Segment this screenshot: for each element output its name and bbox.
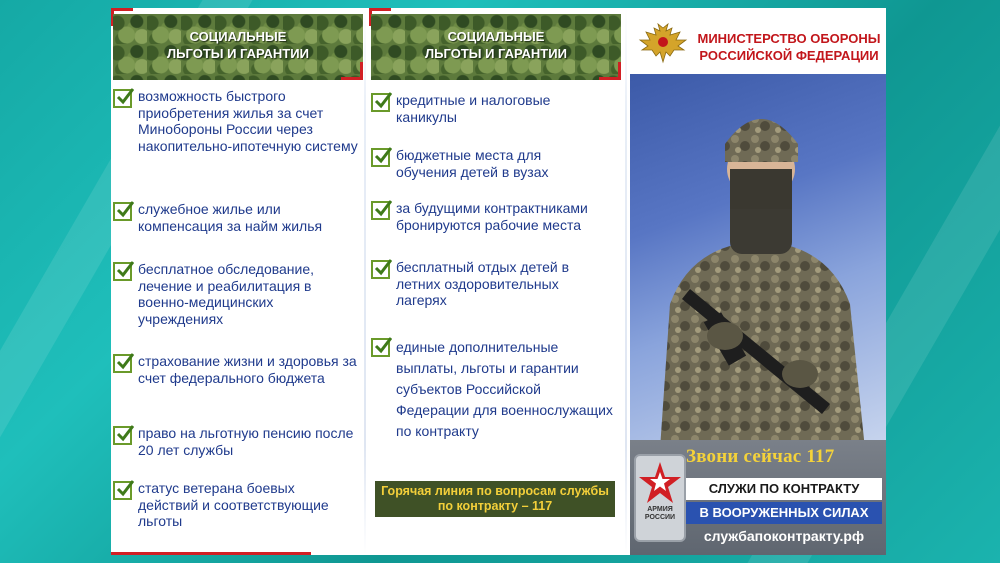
red-corner bbox=[369, 8, 391, 11]
call-text: Звони сейчас 117 bbox=[686, 446, 835, 467]
benefit-text: бесплатное обследование, лечение и реабилитация в военно-медицинских учреждениях bbox=[138, 261, 315, 327]
soldier-photo bbox=[630, 74, 886, 449]
poster bbox=[111, 8, 886, 555]
benefit-item bbox=[113, 353, 358, 386]
benefit-item bbox=[113, 425, 358, 458]
contract-service-label: СЛУЖИ ПО КОНТРАКТУ bbox=[686, 478, 882, 500]
camo-header bbox=[113, 14, 363, 80]
benefit-text: единые дополнительные выплаты, льготы и гарантии субъектов Российской Федерации для военнослужащих по контракту bbox=[396, 339, 613, 439]
checkbox-icon bbox=[371, 148, 390, 167]
section-title: СОЦИАЛЬНЫЕ ЛЬГОТЫ И ГАРАНТИИ bbox=[425, 29, 567, 61]
hotline-banner: Горячая линия по вопросам службы по контракту – 117 bbox=[375, 481, 615, 517]
checkbox-icon bbox=[113, 426, 132, 445]
checkbox-icon bbox=[113, 89, 132, 108]
benefit-text: за будущими контрактниками бронируются рабочие места bbox=[396, 200, 588, 233]
checkbox-icon bbox=[371, 201, 390, 220]
red-corner bbox=[111, 8, 133, 11]
ministry-header bbox=[630, 14, 886, 74]
benefit-text: статус ветерана боевых действий и соответствующие льготы bbox=[138, 480, 329, 529]
benefit-item bbox=[113, 201, 358, 234]
benefit-text: бесплатный отдых детей в летних оздоровительных лагерях bbox=[396, 259, 570, 308]
checkbox-icon bbox=[113, 354, 132, 373]
benefit-text: кредитные и налоговые каникулы bbox=[396, 92, 551, 125]
checkbox-icon bbox=[113, 262, 132, 281]
benefit-text: страхование жизни и здоровья за счет федерального бюджета bbox=[138, 353, 357, 386]
soldier-illustration bbox=[630, 74, 886, 449]
benefit-item bbox=[113, 480, 358, 530]
benefit-item bbox=[371, 92, 611, 125]
checkbox-icon bbox=[371, 93, 390, 112]
checkbox-icon bbox=[371, 338, 390, 357]
red-underline bbox=[111, 552, 311, 555]
benefit-text: служебное жилье или компенсация за найм жилья bbox=[138, 201, 323, 234]
middle-column bbox=[369, 8, 621, 555]
column-divider bbox=[364, 8, 366, 555]
red-corner bbox=[360, 62, 363, 80]
column-divider bbox=[625, 8, 627, 555]
benefit-text: бюджетные места для обучения детей в вузах bbox=[396, 147, 549, 180]
benefit-text: право на льготную пенсию после 20 лет службы bbox=[138, 425, 354, 458]
benefit-item bbox=[371, 259, 611, 309]
right-column bbox=[630, 8, 886, 555]
website-url: службапоконтракту.рф bbox=[703, 528, 865, 544]
benefit-text: возможность быстрого приобретения жилья за счет Минобороны России через накопительно-ипотечную систему bbox=[138, 88, 358, 154]
benefit-item bbox=[371, 147, 611, 180]
red-star-icon bbox=[636, 460, 684, 506]
section-title: СОЦИАЛЬНЫЕ ЛЬГОТЫ И ГАРАНТИИ bbox=[167, 29, 309, 61]
armed-forces-label: В ВООРУЖЕННЫХ СИЛАХ bbox=[686, 502, 882, 524]
checkbox-icon bbox=[113, 202, 132, 221]
camo-header bbox=[371, 14, 621, 80]
checkbox-icon bbox=[113, 481, 132, 500]
red-corner bbox=[618, 62, 621, 80]
army-tag-label: АРМИЯ РОССИИ bbox=[644, 506, 676, 521]
benefit-item bbox=[371, 337, 619, 442]
benefit-item bbox=[113, 88, 358, 154]
left-column bbox=[111, 8, 363, 555]
benefit-item bbox=[371, 200, 616, 233]
double-headed-eagle-icon bbox=[636, 22, 690, 68]
checkbox-icon bbox=[371, 260, 390, 279]
benefit-item bbox=[113, 261, 358, 327]
army-tag bbox=[634, 454, 686, 542]
ministry-title: МИНИСТЕРСТВО ОБОРОНЫ РОССИЙСКОЙ ФЕДЕРАЦИИ bbox=[697, 31, 881, 63]
